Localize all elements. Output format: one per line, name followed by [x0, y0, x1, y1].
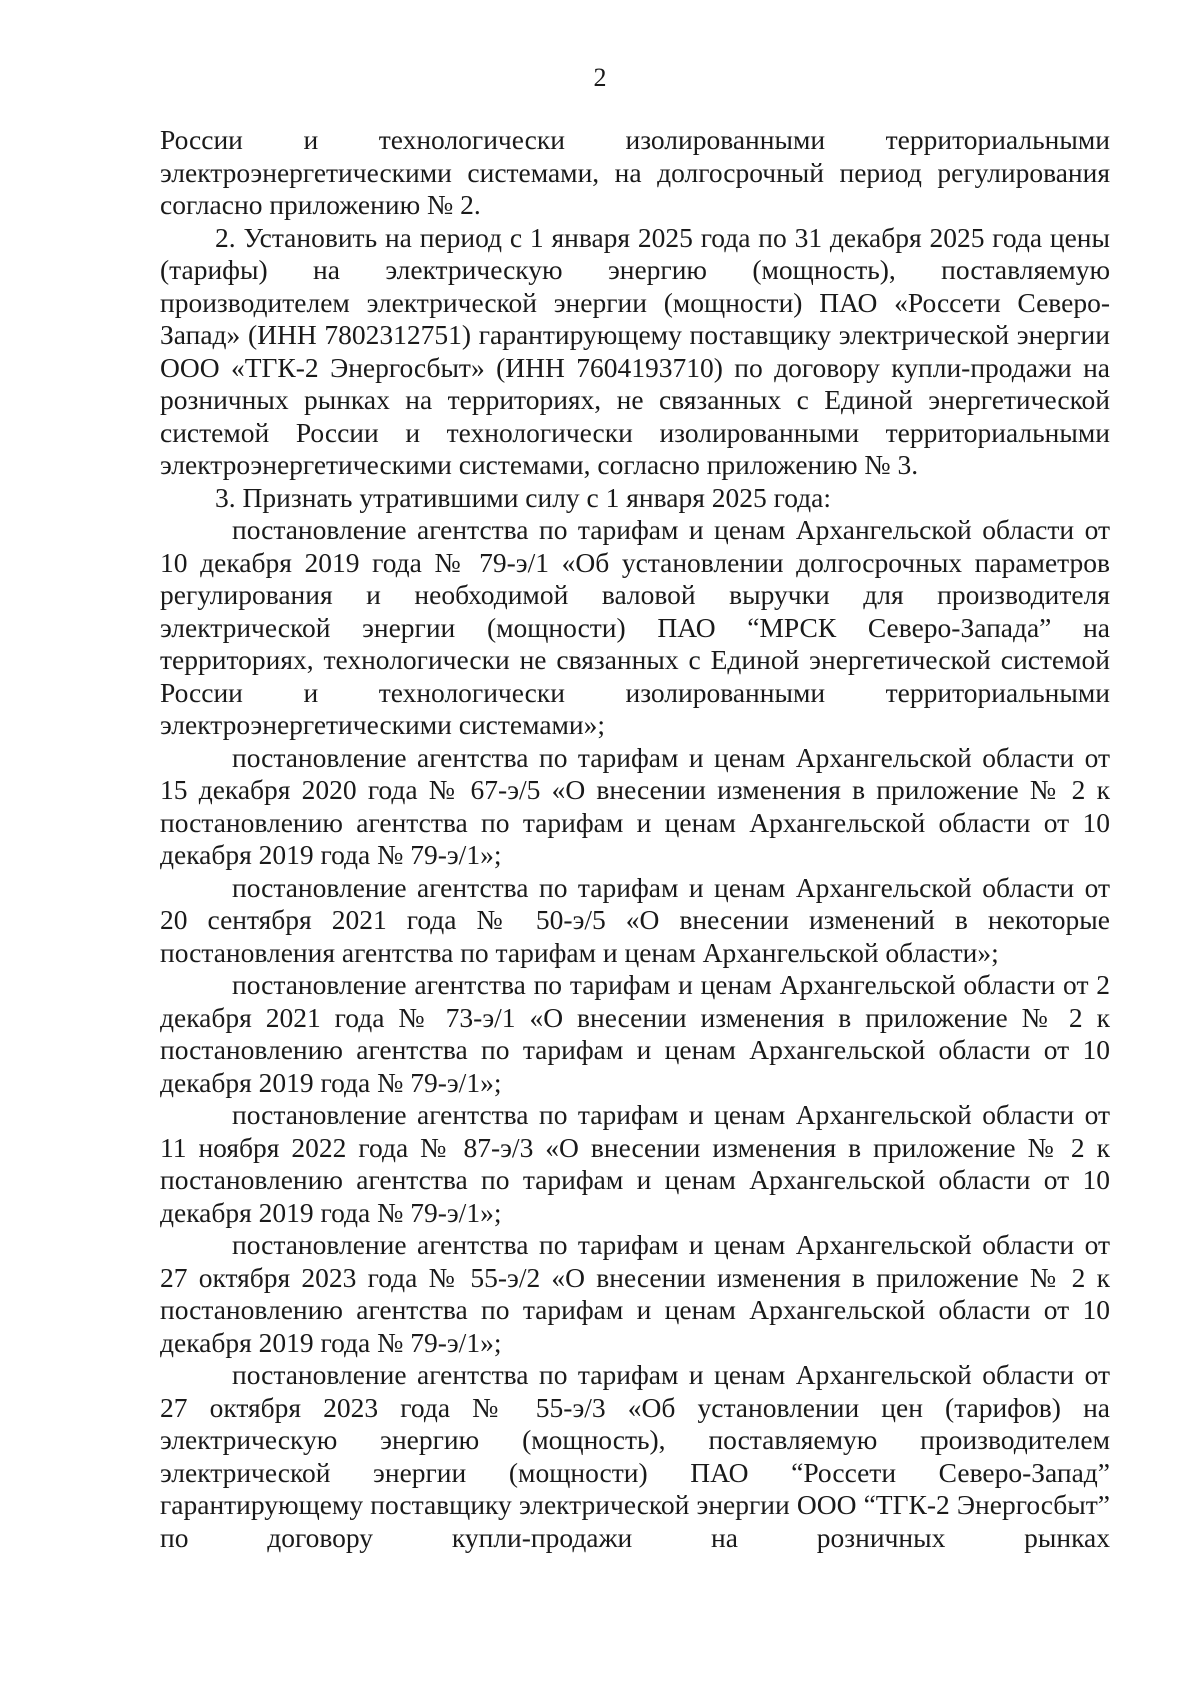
repealed-resolution-3: постановление агентства по тарифам и ценам Архангельской области от 20 сентября 2021 года № 50-э/5 «О внесении изменений в некоторые постановления агентства по тарифам и ценам Архангельской области»; — [160, 871, 1110, 968]
repealed-resolution-1: постановление агентства по тарифам и ценам Архангельской области от 10 декабря 2019 года № 79-э/1 «Об установлении долгосрочных параметров регулирования и необходимой валовой выручки для производителя электрической энергии (мощности) ПАО “МРСК Северо-Запада” на территориях, технологически не связанных с Единой энергетической системой России и технологически изолированными территориальными электроэнергетическими системами»; — [160, 514, 1110, 740]
paragraph-continuation: России и технологически изолированными территориальными электроэнергетическими системами, на долгосрочный период регулирования согласно приложению № 2. — [160, 124, 1110, 220]
repealed-resolution-2: постановление агентства по тарифам и ценам Архангельской области от 15 декабря 2020 года № 67-э/5 «О внесении изменения в приложение № 2 к постановлению агентства по тарифам и ценам Архангельской области от 10 декабря 2019 года № 79-э/1»; — [160, 741, 1110, 870]
document-body — [160, 124, 1110, 1554]
repealed-resolution-7: постановление агентства по тарифам и ценам Архангельской области от 27 октября 2023 года № 55-э/3 «Об установлении цен (тарифов) на электрическую энергию (мощность), поставляемую производителем электрической энергии (мощности) ПАО “Россети Северо-Запад” гарантирующему поставщику электрической энергии ООО “ТГК-2 Энергосбыт” по договору купли-продажи на розничных рынках — [160, 1359, 1110, 1553]
paragraph-item-2: 2. Установить на период с 1 января 2025 года по 31 декабря 2025 года цены (тарифы) на электрическую энергию (мощность), поставляемую производителем электрической энергии (мощности) ПАО «Россети Северо-Запад» (ИНН 7802312751) гарантирующему поставщику электрической энергии ООО «ТГК-2 Энергосбыт» (ИНН 7604193710) по договору купли-продажи на розничных рынках на территориях, не связанных с Единой энергетической системой России и технологически изолированными территориальными электроэнергетическими системами, согласно приложению № 3. — [160, 221, 1110, 480]
repealed-resolution-5: постановление агентства по тарифам и ценам Архангельской области от 11 ноября 2022 года № 87-э/3 «О внесении изменения в приложение № 2 к постановлению агентства по тарифам и ценам Архангельской области от 10 декабря 2019 года № 79-э/1»; — [160, 1099, 1110, 1228]
paragraph-item-3: 3. Признать утратившими силу с 1 января 2025 года: — [215, 481, 831, 513]
page-number: 2 — [593, 63, 607, 92]
repealed-resolution-4: постановление агентства по тарифам и ценам Архангельской области от 2 декабря 2021 года № 73-э/1 «О внесении изменения в приложение № 2 к постановлению агентства по тарифам и ценам Архангельской области от 10 декабря 2019 года № 79-э/1»; — [160, 969, 1110, 1098]
repealed-resolution-6: постановление агентства по тарифам и ценам Архангельской области от 27 октября 2023 года № 55-э/2 «О внесении изменения в приложение № 2 к постановлению агентства по тарифам и ценам Архангельской области от 10 декабря 2019 года № 79-э/1»; — [160, 1229, 1110, 1358]
